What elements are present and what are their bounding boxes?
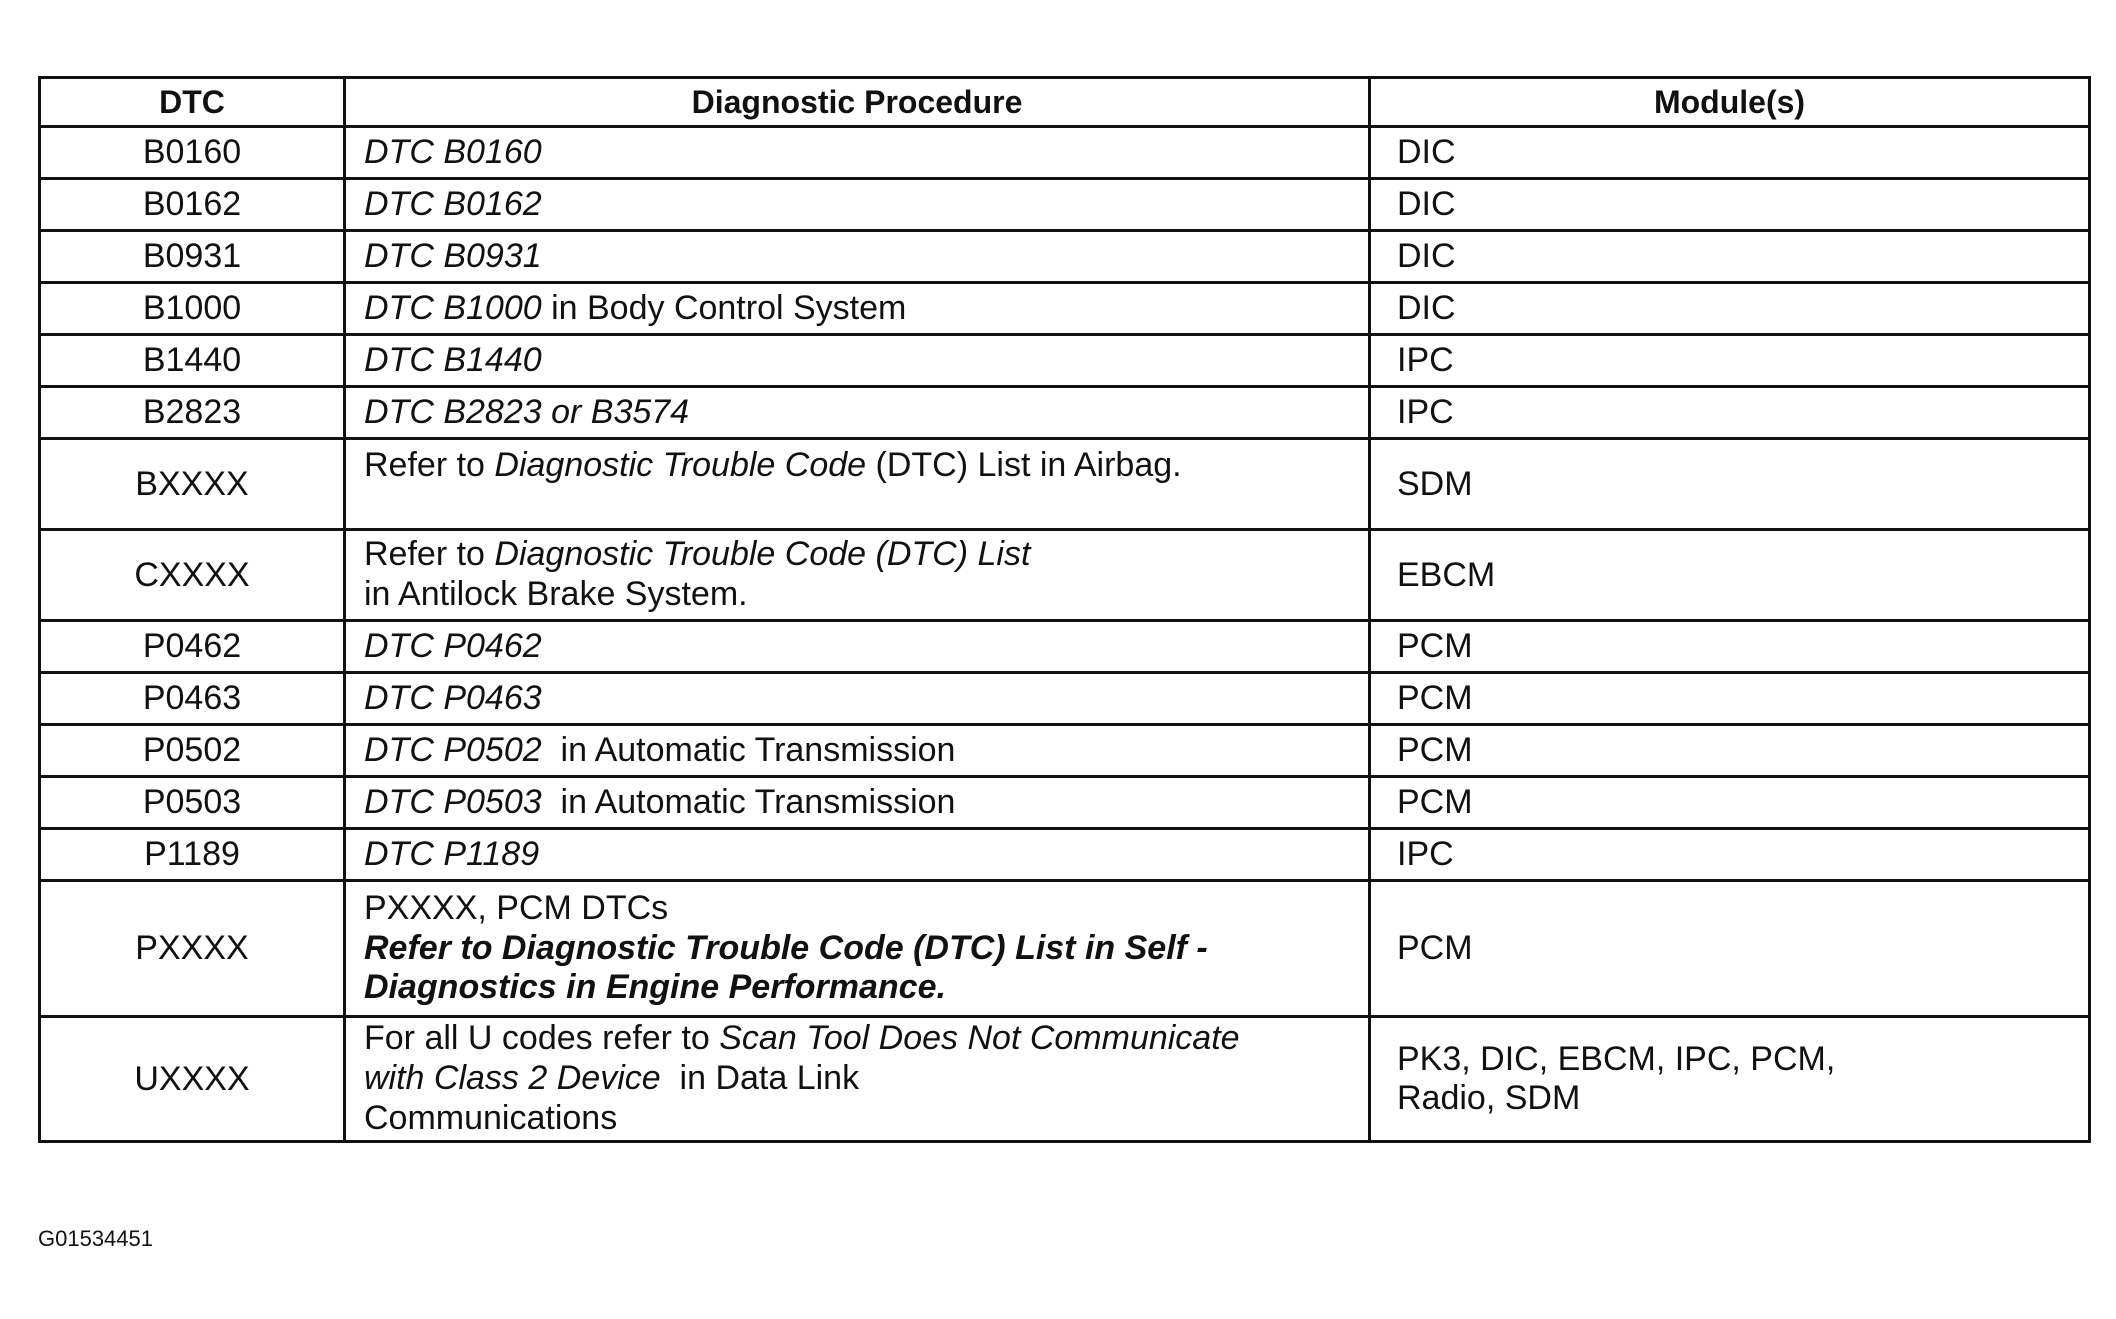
dtc-code-cell: P0462 [40, 621, 345, 673]
dtc-code-cell: B0160 [40, 127, 345, 179]
procedure-line [364, 185, 1368, 225]
dtc-code-cell: B0931 [40, 231, 345, 283]
procedure-text: PXXXX, PCM DTCs [364, 888, 669, 927]
procedure-text: DTC P0503 [364, 782, 542, 821]
procedure-text: DTC P0462 [364, 626, 542, 665]
procedure-text: DTC B0162 [364, 184, 542, 223]
procedure-line [364, 133, 1368, 173]
figure-id: G01534451 [38, 1226, 153, 1251]
table-row [40, 621, 2090, 673]
module-text: IPC [1397, 393, 1454, 431]
diagnostic-procedure-cell [345, 777, 1370, 829]
procedure-line [364, 783, 1368, 823]
procedure-text: DTC B0931 [364, 236, 542, 275]
procedure-text: Communications [364, 1098, 618, 1137]
dtc-code-cell: CXXXX [40, 530, 345, 621]
procedure-text: Refer to [364, 446, 495, 484]
procedure-line [364, 1059, 1368, 1099]
header-modules: Module(s) [1370, 78, 2090, 127]
procedure-line [364, 1019, 1368, 1059]
header-diagnostic-procedure: Diagnostic Procedure [345, 78, 1370, 127]
procedure-line [364, 393, 1368, 433]
procedure-line [364, 627, 1368, 667]
procedure-text: (DTC) List in Airbag. [866, 446, 1182, 484]
table-row [40, 530, 2090, 621]
modules-cell [1370, 881, 2090, 1017]
diagnostic-procedure-cell [345, 881, 1370, 1017]
module-text: DIC [1397, 133, 1456, 171]
procedure-text: Refer to [364, 535, 495, 574]
modules-cell [1370, 127, 2090, 179]
procedure-line [364, 679, 1368, 719]
procedure-line [364, 1099, 1368, 1139]
table-row [40, 1017, 2090, 1142]
modules-cell [1370, 673, 2090, 725]
table-row [40, 829, 2090, 881]
module-text: PK3, DIC, EBCM, IPC, PCM, [1397, 1040, 1836, 1078]
dtc-code-cell: UXXXX [40, 1017, 345, 1142]
module-text: EBCM [1397, 555, 1496, 594]
module-text: PCM [1397, 929, 1473, 967]
dtc-code-cell: BXXXX [40, 439, 345, 530]
table-row [40, 127, 2090, 179]
dtc-code-cell: B0162 [40, 179, 345, 231]
diagnostic-procedure-cell [345, 439, 1370, 530]
diagnostic-procedure-cell [345, 387, 1370, 439]
procedure-text: Diagnostic Trouble Code (DTC) List [494, 535, 1031, 574]
table-row [40, 283, 2090, 335]
dtc-code-cell: B2823 [40, 387, 345, 439]
diagnostic-procedure-cell [345, 829, 1370, 881]
modules-cell [1370, 829, 2090, 881]
modules-cell [1370, 1017, 2090, 1142]
procedure-line [364, 889, 1368, 929]
table-row [40, 777, 2090, 829]
table-row [40, 673, 2090, 725]
procedure-text: in Automatic Transmission [541, 730, 956, 769]
procedure-text: For all U codes refer to [364, 1019, 720, 1058]
table-row [40, 179, 2090, 231]
table-row [40, 335, 2090, 387]
diagnostic-procedure-cell [345, 725, 1370, 777]
table-row [40, 881, 2090, 1017]
modules-cell [1370, 179, 2090, 231]
dtc-code-cell: B1440 [40, 335, 345, 387]
procedure-text: DTC B2823 or B3574 [364, 392, 690, 431]
modules-cell [1370, 335, 2090, 387]
dtc-code-cell: P1189 [40, 829, 345, 881]
modules-cell [1370, 231, 2090, 283]
dtc-code-cell: P0463 [40, 673, 345, 725]
diagnostic-procedure-cell [345, 231, 1370, 283]
table-header-row [40, 78, 2090, 127]
procedure-line [364, 341, 1368, 381]
diagnostic-procedure-cell [345, 127, 1370, 179]
table-row [40, 387, 2090, 439]
procedure-text: DTC P0502 [364, 730, 542, 769]
diagnostic-procedure-cell [345, 621, 1370, 673]
dtc-table [38, 76, 2091, 1143]
diagnostic-procedure-cell [345, 530, 1370, 621]
procedure-text: with Class 2 Device [364, 1059, 661, 1098]
modules-cell [1370, 777, 2090, 829]
modules-cell [1370, 725, 2090, 777]
procedure-text: in Automatic Transmission [541, 782, 956, 821]
dtc-code-cell: B1000 [40, 283, 345, 335]
dtc-code-cell: P0503 [40, 777, 345, 829]
table-row [40, 231, 2090, 283]
procedure-text: DTC B0160 [364, 132, 542, 171]
modules-cell [1370, 621, 2090, 673]
procedure-line [364, 446, 1368, 486]
module-text: SDM [1397, 464, 1473, 503]
dtc-code-cell: P0502 [40, 725, 345, 777]
procedure-text: Scan Tool Does Not Communicate [719, 1019, 1240, 1058]
module-text: Radio, SDM [1397, 1079, 1581, 1117]
procedure-text: DTC B1000 [364, 288, 542, 327]
procedure-text: DTC B1440 [364, 340, 542, 379]
procedure-text: in Body Control System [541, 288, 907, 327]
procedure-line [364, 237, 1368, 277]
procedure-line [364, 731, 1368, 771]
module-text: PCM [1397, 679, 1473, 717]
diagnostic-procedure-cell [345, 283, 1370, 335]
table-body [40, 127, 2090, 1142]
modules-cell [1370, 530, 2090, 621]
procedure-line [364, 575, 1368, 615]
table-row [40, 439, 2090, 530]
module-text: DIC [1397, 289, 1456, 327]
module-text: PCM [1397, 783, 1473, 821]
modules-cell [1370, 439, 2090, 530]
modules-cell [1370, 283, 2090, 335]
diagnostic-procedure-cell [345, 1017, 1370, 1142]
procedure-text: DTC P1189 [364, 834, 540, 873]
table-row [40, 725, 2090, 777]
module-text: DIC [1397, 185, 1456, 223]
module-text: PCM [1397, 627, 1473, 665]
module-text: PCM [1397, 731, 1473, 769]
procedure-line [364, 835, 1368, 875]
procedure-line [364, 535, 1368, 575]
module-text: IPC [1397, 835, 1454, 873]
dtc-code-cell: PXXXX [40, 881, 345, 1017]
procedure-line [364, 289, 1368, 329]
procedure-line [364, 968, 1368, 1008]
header-dtc: DTC [40, 78, 345, 127]
procedure-text: Refer to Diagnostic Trouble Code (DTC) List in Self - [364, 928, 1208, 967]
procedure-text: Diagnostics in Engine Performance. [364, 968, 946, 1007]
diagnostic-procedure-cell [345, 335, 1370, 387]
diagnostic-procedure-cell [345, 673, 1370, 725]
procedure-text: Diagnostic Trouble Code [494, 446, 867, 484]
modules-cell [1370, 387, 2090, 439]
module-text: DIC [1397, 237, 1456, 275]
module-text: IPC [1397, 341, 1454, 379]
procedure-line [364, 929, 1368, 969]
procedure-text: in Data Link [660, 1059, 860, 1098]
procedure-text: DTC P0463 [364, 678, 542, 717]
procedure-text: in Antilock Brake System. [364, 575, 748, 613]
diagnostic-procedure-cell [345, 179, 1370, 231]
